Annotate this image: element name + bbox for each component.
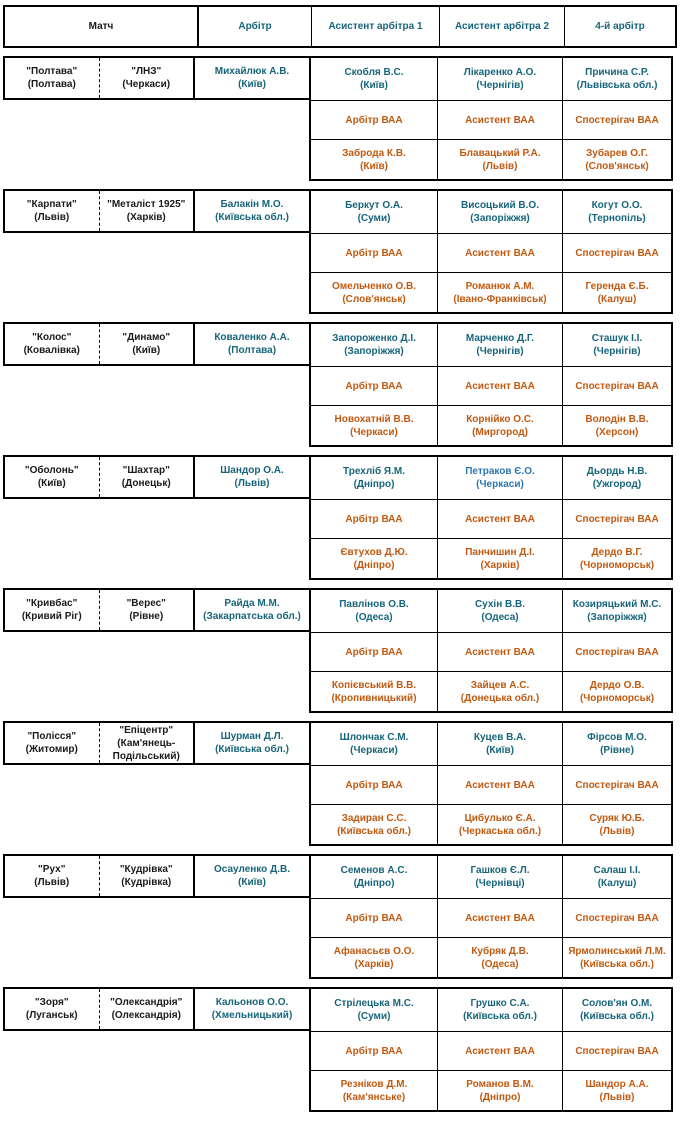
referee-city: (Київ) (238, 79, 266, 90)
assistant1-cell (311, 191, 437, 233)
match-block (3, 987, 677, 1112)
var-referee-label: Арбітр ВАА (311, 499, 437, 538)
home-team (5, 590, 99, 630)
assistant2-cell (437, 191, 562, 233)
assistant2-name: Куцев В.А. (473, 732, 527, 743)
assistant2-name: Гашков Є.Л. (470, 865, 530, 876)
assistant1-name: Скобля В.С. (344, 67, 404, 78)
referee-name: Райда М.М. (224, 598, 280, 609)
fourth-official-city: (Калуш) (597, 878, 637, 889)
referee-name: Шурман Д.Л. (220, 731, 284, 742)
var-observer-name: Шандор А.А. (585, 1078, 649, 1090)
assistant1-cell (311, 723, 437, 765)
fourth-official-name: Козиряцький М.С. (572, 599, 662, 610)
var-assistant-label: Асистент ВАА (437, 898, 562, 937)
fourth-official-cell (562, 58, 671, 100)
assistant1-name: Запороженко Д.І. (332, 333, 416, 344)
match-block (3, 56, 677, 181)
var-assistant-name: Корнійко О.С. (466, 413, 534, 425)
home-team-name: "Полісся" (27, 731, 77, 742)
home-team-city: (Кривий Ріг) (21, 611, 82, 622)
assistant2-cell (437, 58, 562, 100)
header-fourth-official: 4-й арбітр (564, 7, 675, 46)
away-team (99, 191, 194, 231)
var-referee-city: (Слов'янськ) (342, 293, 406, 305)
away-team-name: "ЛНЗ" (131, 66, 162, 77)
var-assistant-cell (437, 804, 562, 844)
referee-name: Коваленко А.А. (214, 332, 290, 343)
referee-name: Михайлюк А.В. (214, 66, 290, 77)
referee-assignments-table (3, 5, 677, 1112)
var-observer-city: (Чорноморськ) (579, 692, 655, 704)
assistant2-city: (Чернівці) (475, 878, 525, 889)
var-assistant-city: (Одеса) (481, 958, 519, 970)
home-team-name: "Зоря" (34, 997, 69, 1008)
fourth-official-cell (562, 191, 671, 233)
assistant1-city: (Київ) (360, 80, 388, 91)
var-referee-name: Омельченко О.В. (331, 280, 417, 292)
var-assistant-cell (437, 937, 562, 977)
var-referee-label: Арбітр ВАА (311, 100, 437, 139)
referee-city: (Закарпатська обл.) (203, 611, 301, 622)
var-observer-city: (Львів) (599, 1091, 635, 1103)
header-assistant1: Асистент арбітра 1 (311, 7, 439, 46)
var-observer-city: (Херсон) (595, 426, 639, 438)
home-team-name: "Оболонь" (24, 465, 79, 476)
var-referee-cell (311, 272, 437, 312)
match-teams (3, 322, 195, 366)
assistant1-city: (Дніпро) (353, 479, 395, 490)
var-referee-label: Арбітр ВАА (311, 233, 437, 272)
var-observer-label: Спостерігач ВАА (562, 765, 671, 804)
match-teams (3, 987, 195, 1031)
referee-cell (195, 455, 309, 499)
assistant2-city: (Чернігів) (476, 346, 524, 357)
match-teams (3, 721, 195, 765)
var-referee-name: Афанасьєв О.О. (333, 945, 415, 957)
fourth-official-name: Когут О.О. (591, 200, 643, 211)
referee-name: Балакін М.О. (220, 199, 284, 210)
assistant2-cell (437, 856, 562, 898)
var-assistant-city: (Харків) (480, 559, 520, 571)
away-team-name: "Кудрівка" (119, 864, 173, 875)
var-assistant-label: Асистент ВАА (437, 233, 562, 272)
assistant1-cell (311, 58, 437, 100)
match-teams (3, 189, 195, 233)
match-teams (3, 56, 195, 100)
fourth-official-city: (Чернігів) (593, 346, 641, 357)
var-assistant-name: Блавацький Р.А. (459, 147, 541, 159)
away-team-city: (Олександрія) (111, 1010, 181, 1021)
match-teams (3, 854, 195, 898)
var-assistant-label: Асистент ВАА (437, 632, 562, 671)
home-team-name: "Полтава" (26, 66, 78, 77)
var-observer-label: Спостерігач ВАА (562, 632, 671, 671)
home-team (5, 191, 99, 231)
var-assistant-city: (Львів) (482, 160, 518, 172)
fourth-official-city: (Рівне) (600, 745, 634, 756)
var-assistant-name: Панчишин Д.І. (465, 546, 535, 558)
assistant1-city: (Одеса) (355, 612, 393, 623)
var-observer-name: Суряк Ю.Б. (589, 812, 645, 824)
assistant1-name: Стрілецька М.С. (334, 998, 414, 1009)
referee-cell (195, 322, 309, 366)
var-referee-cell (311, 1070, 437, 1110)
assistant1-city: (Суми) (357, 213, 391, 224)
var-observer-city: (Львів) (599, 825, 635, 837)
var-observer-city: (Чорноморськ) (579, 559, 655, 571)
var-assistant-label: Асистент ВАА (437, 499, 562, 538)
referee-city: (Київська обл.) (215, 744, 289, 755)
away-team-name: "Металіст 1925" (107, 199, 186, 210)
var-referee-cell (311, 671, 437, 711)
var-referee-label: Арбітр ВАА (311, 898, 437, 937)
away-team-city: (Харків) (126, 212, 166, 223)
fourth-official-cell (562, 723, 671, 765)
var-observer-label: Спостерігач ВАА (562, 499, 671, 538)
assistant1-name: Павлінов О.В. (339, 599, 409, 610)
table-header (3, 5, 677, 48)
var-assistant-city: (Черкаська обл.) (458, 825, 542, 837)
assistant1-cell (311, 856, 437, 898)
away-team-city: (Кам'янець-Подільський) (112, 737, 180, 762)
var-referee-cell (311, 804, 437, 844)
home-team (5, 989, 99, 1029)
fourth-official-city: (Київська обл.) (580, 1011, 654, 1022)
match-block (3, 189, 677, 314)
var-observer-label: Спостерігач ВАА (562, 233, 671, 272)
away-team-city: (Донецьк) (121, 478, 171, 489)
referee-name: Шандор О.А. (220, 465, 284, 476)
assistant2-city: (Київ) (486, 745, 514, 756)
var-assistant-name: Зайцев А.С. (470, 679, 530, 691)
var-observer-label: Спостерігач ВАА (562, 366, 671, 405)
assistant1-city: (Запоріжжя) (344, 346, 404, 357)
var-assistant-cell (437, 538, 562, 578)
fourth-official-name: Причина С.Р. (585, 67, 649, 78)
away-team (99, 590, 194, 630)
away-team-name: "Динамо" (122, 332, 171, 343)
assistant2-cell (437, 324, 562, 366)
var-referee-name: Євтухов Д.Ю. (340, 546, 408, 558)
assistant1-name: Семенов А.С. (340, 865, 408, 876)
var-observer-cell (562, 538, 671, 578)
var-assistant-cell (437, 1070, 562, 1110)
fourth-official-cell (562, 989, 671, 1031)
fourth-official-name: Салаш І.І. (593, 865, 641, 876)
var-observer-name: Ярмолинський Л.М. (568, 945, 666, 957)
var-referee-cell (311, 538, 437, 578)
match-block (3, 455, 677, 580)
assistant1-cell (311, 324, 437, 366)
away-team (99, 457, 194, 497)
var-observer-cell (562, 405, 671, 445)
var-assistant-name: Цибулько Є.А. (464, 812, 536, 824)
assistant2-name: Петраков Є.О. (465, 466, 535, 477)
officials-box (309, 987, 673, 1112)
home-team-name: "Карпати" (26, 199, 77, 210)
referee-city: (Київська обл.) (215, 212, 289, 223)
assistant2-cell (437, 989, 562, 1031)
assistant2-city: (Черкаси) (476, 479, 524, 490)
var-observer-cell (562, 1070, 671, 1110)
away-team-name: "Олександрія" (110, 997, 183, 1008)
officials-box (309, 189, 673, 314)
away-team (99, 324, 194, 364)
officials-box (309, 854, 673, 979)
home-team (5, 856, 99, 896)
var-assistant-city: (Івано-Франківськ) (453, 293, 547, 305)
var-assistant-label: Асистент ВАА (437, 765, 562, 804)
var-observer-cell (562, 671, 671, 711)
assistant1-city: (Черкаси) (350, 745, 398, 756)
var-observer-cell (562, 804, 671, 844)
var-assistant-city: (Донецька обл.) (460, 692, 540, 704)
var-referee-city: (Кам'янське) (342, 1091, 406, 1103)
var-referee-name: Заброда К.В. (342, 147, 406, 159)
var-referee-name: Копієвський В.В. (331, 679, 417, 691)
referee-cell (195, 987, 309, 1031)
away-team-city: (Черкаси) (122, 79, 171, 90)
var-observer-cell (562, 937, 671, 977)
home-team-name: "Рух" (38, 864, 66, 875)
officials-box (309, 322, 673, 447)
var-observer-name: Геренда Є.Б. (585, 280, 649, 292)
header-match: Матч (88, 21, 114, 32)
header-assistant2: Асистент арбітра 2 (439, 7, 564, 46)
officials-box (309, 721, 673, 846)
referee-cell (195, 189, 309, 233)
fourth-official-name: Солов'ян О.М. (581, 998, 653, 1009)
var-observer-city: (Слов'янськ) (585, 160, 649, 172)
var-observer-city: (Калуш) (597, 293, 637, 305)
home-team (5, 723, 99, 763)
away-team (99, 989, 194, 1029)
officials-box (309, 455, 673, 580)
officials-box (309, 56, 673, 181)
referee-cell (195, 721, 309, 765)
assistant1-cell (311, 457, 437, 499)
var-referee-cell (311, 139, 437, 179)
assistant1-cell (311, 989, 437, 1031)
assistant2-city: (Київська обл.) (463, 1011, 537, 1022)
home-team (5, 457, 99, 497)
assistant2-city: (Запоріжжя) (470, 213, 530, 224)
var-referee-city: (Київська обл.) (337, 825, 411, 837)
home-team (5, 58, 99, 98)
var-assistant-label: Асистент ВАА (437, 100, 562, 139)
match-block (3, 854, 677, 979)
assistant2-city: (Одеса) (481, 612, 519, 623)
var-assistant-cell (437, 272, 562, 312)
referee-name: Кальонов О.О. (215, 997, 289, 1008)
var-referee-cell (311, 405, 437, 445)
fourth-official-cell (562, 856, 671, 898)
match-block (3, 322, 677, 447)
home-team-city: (Луганськ) (25, 1010, 78, 1021)
assistant1-city: (Суми) (357, 1011, 391, 1022)
assistant2-cell (437, 590, 562, 632)
var-referee-label: Арбітр ВАА (311, 366, 437, 405)
match-teams (3, 455, 195, 499)
away-team-city: (Рівне) (129, 611, 164, 622)
var-assistant-name: Романов В.М. (466, 1078, 534, 1090)
var-observer-cell (562, 272, 671, 312)
fourth-official-cell (562, 457, 671, 499)
assistant1-cell (311, 590, 437, 632)
referee-city: (Київ) (238, 877, 266, 888)
home-team-city: (Київ) (37, 478, 66, 489)
var-assistant-cell (437, 671, 562, 711)
fourth-official-name: Дьордь Н.В. (586, 466, 648, 477)
fourth-official-city: (Запоріжжя) (587, 612, 647, 623)
assistant2-cell (437, 723, 562, 765)
var-observer-name: Володін В.В. (585, 413, 649, 425)
var-observer-name: Дердо О.В. (589, 679, 645, 691)
fourth-official-cell (562, 324, 671, 366)
var-referee-name: Задиран С.С. (341, 812, 407, 824)
assistant1-name: Трехліб Я.М. (343, 466, 405, 477)
var-observer-label: Спостерігач ВАА (562, 100, 671, 139)
match-blocks (3, 56, 677, 1112)
home-team-name: "Колос" (32, 332, 72, 343)
var-assistant-name: Кубряк Д.В. (471, 945, 529, 957)
var-assistant-city: (Миргород) (472, 426, 528, 438)
var-referee-city: (Харків) (354, 958, 394, 970)
var-referee-city: (Дніпро) (353, 559, 395, 571)
referee-name: Осауленко Д.В. (214, 864, 290, 875)
match-block (3, 588, 677, 713)
home-team-name: "Кривбас" (26, 598, 78, 609)
away-team-name: "Верес" (126, 598, 166, 609)
home-team-city: (Львів) (34, 212, 70, 223)
referee-cell (195, 854, 309, 898)
fourth-official-name: Фірсов М.О. (587, 732, 647, 743)
var-referee-city: (Черкаси) (350, 426, 398, 438)
assistant2-name: Лікаренко А.О. (463, 67, 537, 78)
var-assistant-cell (437, 139, 562, 179)
fourth-official-city: (Львівська обл.) (576, 80, 658, 91)
away-team-city: (Кудрівка) (121, 877, 172, 888)
assistant1-name: Шлончак С.М. (339, 732, 409, 743)
away-team-name: "Шахтар" (122, 465, 170, 476)
var-referee-cell (311, 937, 437, 977)
away-team-name: "Епіцентр" (119, 724, 174, 736)
assistant1-city: (Дніпро) (353, 878, 395, 889)
var-assistant-name: Романюк А.М. (465, 280, 535, 292)
var-assistant-label: Асистент ВАА (437, 366, 562, 405)
assistant2-city: (Чернігів) (476, 80, 524, 91)
assistant2-cell (437, 457, 562, 499)
fourth-official-city: (Ужгород) (592, 479, 642, 490)
var-referee-city: (Кропивницький) (331, 692, 417, 704)
assistant2-name: Висоцький В.О. (461, 200, 539, 211)
fourth-official-cell (562, 590, 671, 632)
referee-cell (195, 588, 309, 632)
referee-city: (Хмельницький) (211, 1010, 293, 1021)
home-team-city: (Ковалівка) (23, 345, 80, 356)
var-observer-name: Дердо В.Г. (591, 546, 643, 558)
away-team-city: (Київ) (132, 345, 161, 356)
var-observer-name: Зубарев О.Г. (586, 147, 648, 159)
referee-cell (195, 56, 309, 100)
home-team-city: (Полтава) (27, 79, 76, 90)
away-team (99, 856, 194, 896)
assistant2-name: Грушко С.А. (470, 998, 530, 1009)
var-referee-city: (Київ) (360, 160, 388, 172)
assistant2-name: Сухін В.В. (474, 599, 526, 610)
assistant2-name: Марченко Д.Г. (465, 333, 535, 344)
assistant1-name: Беркут О.А. (345, 200, 403, 211)
var-referee-name: Новохатній В.В. (334, 413, 414, 425)
referee-city: (Полтава) (227, 345, 277, 356)
var-referee-name: Резніков Д.М. (340, 1078, 408, 1090)
var-referee-label: Арбітр ВАА (311, 632, 437, 671)
away-team (99, 58, 194, 98)
officials-box (309, 588, 673, 713)
var-observer-label: Спостерігач ВАА (562, 1031, 671, 1070)
away-team (99, 723, 194, 763)
var-observer-label: Спостерігач ВАА (562, 898, 671, 937)
var-referee-label: Арбітр ВАА (311, 1031, 437, 1070)
match-block (3, 721, 677, 846)
var-observer-cell (562, 139, 671, 179)
var-assistant-label: Асистент ВАА (437, 1031, 562, 1070)
fourth-official-name: Сташук І.І. (591, 333, 643, 344)
referee-city: (Львів) (234, 478, 270, 489)
var-assistant-cell (437, 405, 562, 445)
home-team-city: (Львів) (34, 877, 70, 888)
var-observer-city: (Київська обл.) (580, 958, 654, 970)
var-referee-label: Арбітр ВАА (311, 765, 437, 804)
header-referee: Арбітр (197, 7, 311, 46)
home-team (5, 324, 99, 364)
var-assistant-city: (Дніпро) (479, 1091, 521, 1103)
match-teams (3, 588, 195, 632)
fourth-official-city: (Тернопіль) (588, 213, 646, 224)
home-team-city: (Житомир) (25, 744, 78, 755)
